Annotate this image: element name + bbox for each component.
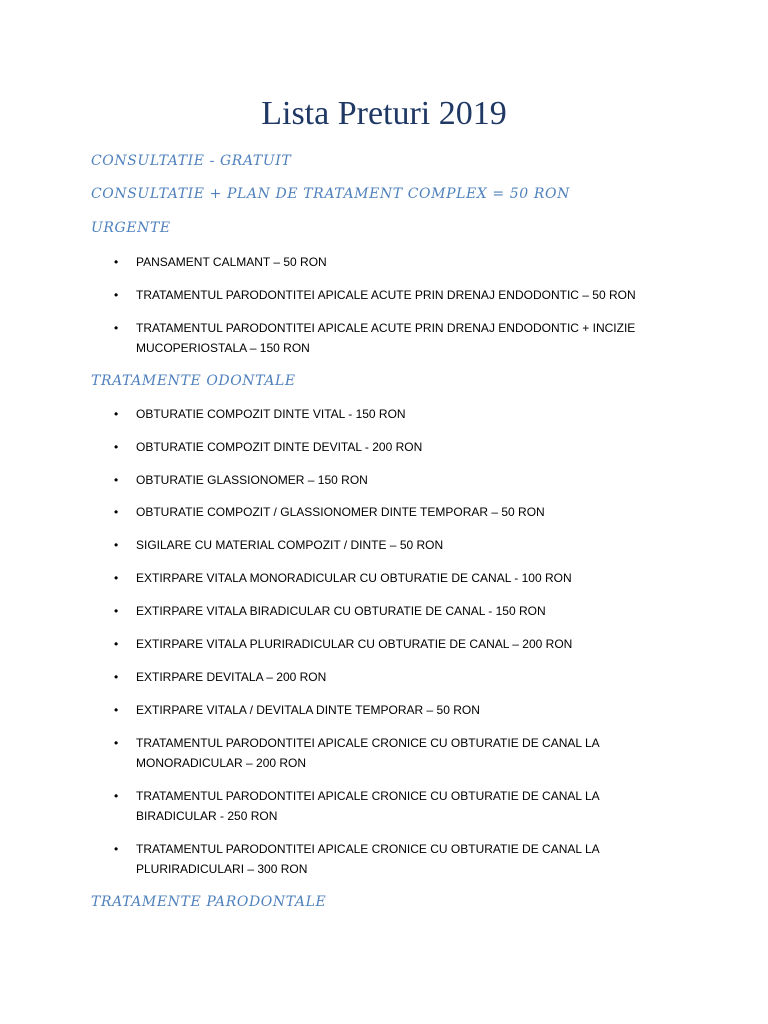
bullet-icon: • bbox=[114, 505, 119, 519]
page-title: Lista Preturi 2019 bbox=[261, 95, 507, 132]
bullet-icon: • bbox=[114, 604, 119, 618]
list-item-text: TRATAMENTUL PARODONTITEI APICALE CRONICE CU OBTURATIE DE CANAL LA BIRADICULAR - 250 RON bbox=[136, 789, 599, 823]
bullet-icon: • bbox=[114, 789, 119, 803]
list-item-text: EXTIRPARE VITALA PLURIRADICULAR CU OBTURATIE DE CANAL – 200 RON bbox=[136, 637, 573, 651]
list-item-odontale-3 bbox=[114, 470, 676, 490]
heading-tratamente-parodontale: TRATAMENTE PARODONTALE bbox=[91, 894, 327, 910]
list-item-text: EXTIRPARE DEVITALA – 200 RON bbox=[136, 670, 327, 684]
list-item-odontale-9 bbox=[114, 667, 676, 687]
list-item-text: EXTIRPARE VITALA / DEVITALA DINTE TEMPORAR – 50 RON bbox=[136, 703, 480, 717]
list-item-text: TRATAMENTUL PARODONTITEI APICALE CRONICE CU OBTURATIE DE CANAL LA MONORADICULAR – 200 RON bbox=[136, 736, 599, 770]
list-item-odontale-1 bbox=[114, 404, 676, 424]
bullet-icon: • bbox=[114, 255, 119, 269]
bullet-icon: • bbox=[114, 288, 119, 302]
bullet-icon: • bbox=[114, 473, 119, 487]
bullet-icon: • bbox=[114, 407, 119, 421]
bullet-icon: • bbox=[114, 736, 119, 750]
list-item-odontale-2 bbox=[114, 437, 676, 457]
list-item-text: TRATAMENTUL PARODONTITEI APICALE ACUTE PRIN DRENAJ ENDODONTIC + INCIZIE MUCOPERIOSTALA – 150 RON bbox=[136, 321, 636, 355]
list-item-odontale-7 bbox=[114, 601, 676, 621]
list-item-odontale-5 bbox=[114, 535, 676, 555]
list-item-odontale-11 bbox=[114, 733, 676, 773]
list-item-text: SIGILARE CU MATERIAL COMPOZIT / DINTE – 50 RON bbox=[136, 538, 444, 552]
list-item-text: OBTURATIE COMPOZIT / GLASSIONOMER DINTE TEMPORAR – 50 RON bbox=[136, 505, 545, 519]
heading-urgente: URGENTE bbox=[91, 220, 171, 236]
list-item-text: TRATAMENTUL PARODONTITEI APICALE ACUTE PRIN DRENAJ ENDODONTIC – 50 RON bbox=[136, 288, 636, 302]
list-item-odontale-4 bbox=[114, 502, 676, 522]
heading-consultatie: CONSULTATIE - GRATUIT bbox=[91, 153, 292, 169]
bullet-icon: • bbox=[114, 703, 119, 717]
list-item-odontale-6 bbox=[114, 568, 676, 588]
bullet-icon: • bbox=[114, 670, 119, 684]
bullet-icon: • bbox=[114, 842, 119, 856]
bullet-icon: • bbox=[114, 571, 119, 585]
list-item-odontale-10 bbox=[114, 700, 676, 720]
list-item-urgente-1 bbox=[114, 252, 676, 272]
list-item-text: PANSAMENT CALMANT – 50 RON bbox=[136, 255, 327, 269]
list-item-text: EXTIRPARE VITALA BIRADICULAR CU OBTURATIE DE CANAL - 150 RON bbox=[136, 604, 546, 618]
list-item-text: OBTURATIE COMPOZIT DINTE DEVITAL - 200 RON bbox=[136, 440, 423, 454]
bullet-icon: • bbox=[114, 637, 119, 651]
list-item-odontale-13 bbox=[114, 839, 676, 879]
list-item-odontale-12 bbox=[114, 786, 676, 826]
heading-consultatie-plan: CONSULTATIE + PLAN DE TRATAMENT COMPLEX = 50 RON bbox=[91, 186, 570, 202]
bullet-icon: • bbox=[114, 321, 119, 335]
list-item-urgente-2 bbox=[114, 285, 676, 305]
list-item-text: EXTIRPARE VITALA MONORADICULAR CU OBTURATIE DE CANAL - 100 RON bbox=[136, 571, 572, 585]
bullet-icon: • bbox=[114, 440, 119, 454]
list-item-urgente-3 bbox=[114, 318, 676, 358]
heading-tratamente-odontale: TRATAMENTE ODONTALE bbox=[91, 373, 296, 389]
list-item-text: TRATAMENTUL PARODONTITEI APICALE CRONICE CU OBTURATIE DE CANAL LA PLURIRADICULARI – 300 RON bbox=[136, 842, 599, 876]
list-item-text: OBTURATIE GLASSIONOMER – 150 RON bbox=[136, 473, 368, 487]
bullet-icon: • bbox=[114, 538, 119, 552]
list-item-text: OBTURATIE COMPOZIT DINTE VITAL - 150 RON bbox=[136, 407, 406, 421]
list-item-odontale-8 bbox=[114, 634, 676, 654]
